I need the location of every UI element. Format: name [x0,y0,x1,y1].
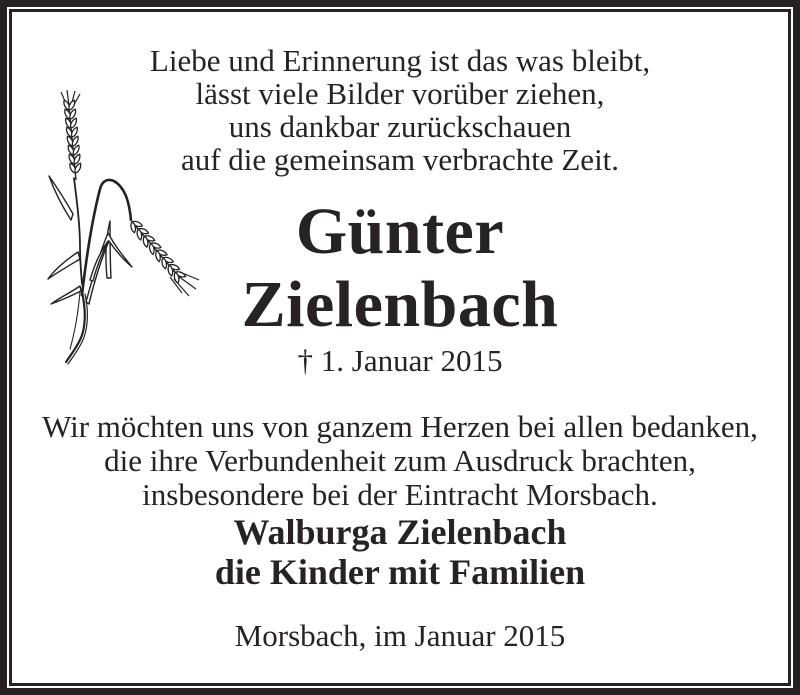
deceased-first-name: Günter [295,195,505,268]
deceased-last-name: Zielenbach [241,268,559,341]
closing-place-date: Morsbach, im Januar 2015 [234,618,566,653]
thanks-line-1: Wir möchten uns von ganzem Herzen bei allen bedanken, [42,409,758,444]
poem-line-1: Liebe und Erinnerung ist das was bleibt, [149,43,651,78]
mourners-block [14,512,786,592]
deceased-name [14,195,786,341]
thanks-line-2: die ihre Verbundenheit zum Ausdruck brachten, [104,443,696,478]
thanks-line-3: insbesondere bei der Eintracht Morsbach. [142,477,658,512]
mourner-line-2: die Kinder mit Familien [214,552,586,592]
poem-line-2: lässt viele Bilder vorüber ziehen, [195,76,605,111]
poem-line-4: auf die gemeinsam verbrachte Zeit. [180,142,620,177]
death-date: † 1. Januar 2015 [297,343,503,378]
mourner-line-1: Walburga Zielenbach [233,512,567,552]
thanks-block [14,410,786,512]
poem-line-3: uns dankbar zurückschauen [228,109,572,144]
poem-block [14,44,786,176]
